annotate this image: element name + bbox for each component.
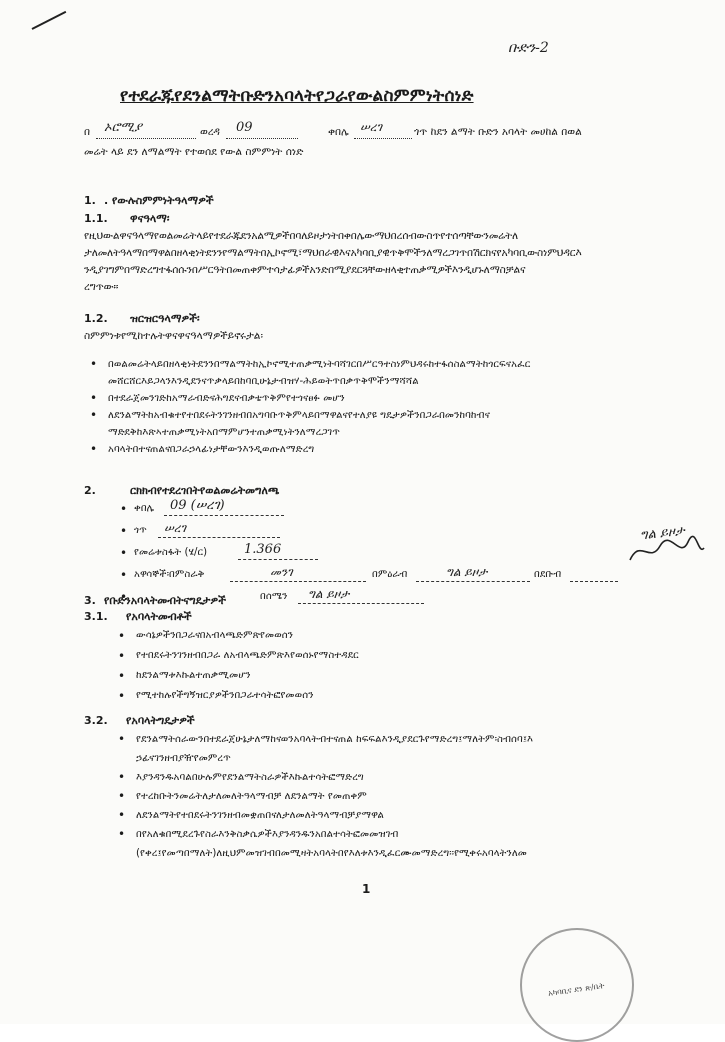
kebele-row-field <box>164 498 284 516</box>
east-handwritten: መንገ <box>270 565 293 579</box>
woreda-label: ወረዳ <box>200 126 220 138</box>
list-item: • አባላትበተናጠልናበጋራኃላፊነታቸውንእንዲወጡለማድረግ <box>84 441 654 458</box>
region-field <box>96 120 196 139</box>
document-title: የተደራጁየደንልማትቡድንአባላትየጋራየውልስምምነትሰነድ <box>120 86 474 106</box>
paragraph-line: ረግጥው። <box>84 281 119 293</box>
handwritten-page-label: ቡድን-2 <box>508 40 549 56</box>
section-3-number: 3. <box>84 594 96 607</box>
list-item: • የደንልማትሰራውንበተደራጀሁኔታለማከናወንአባላትብተናጠል ከፍፍልእንዲያደርጉየማድረግ፤ማለትም፡ስብሰባ፤እ <box>112 730 672 749</box>
got-row-field <box>158 523 280 538</box>
section-3-title: የቡድንአባላትመብትናግዴታዎች <box>104 594 226 607</box>
section-1-2-number: 1.2. <box>84 312 108 325</box>
section-3-1-title: የአባላትመብቶች <box>126 610 192 623</box>
south-label: • በሰሜን <box>260 591 288 602</box>
paragraph-line: ንዲያገግምበማድረግተፋሰሱንበሥርዓትበመጠቀምተሳታፊዎችአንድበሚያደርጓቸውዘላቂተጠቃሚዎችእንዲሆኑለማስቻልና <box>84 264 526 276</box>
stamp-text: አካባቢና ደን ጽ/ቤት <box>547 981 606 998</box>
boundaries-row <box>118 564 638 586</box>
area-row <box>118 542 638 564</box>
section-3-2-number: 3.2. <box>84 714 108 727</box>
corner-pen-mark <box>32 11 67 30</box>
section-1-2-title: ዝርዝርዓላማዎች፡ <box>130 312 200 325</box>
section-1-2-intro: ስምምነቱየሚከተሉትዋናዋናዓላማዎችይኖሩታል፡ <box>84 330 263 342</box>
section-1-1-title: ዋናዓላማ፡ <box>130 212 170 225</box>
objectives-list <box>84 356 654 458</box>
north-label: በደቡብ <box>534 569 562 580</box>
east-label: አዋሳኞች፡በምስራቅ <box>134 569 205 580</box>
woreda-handwritten: 09 <box>236 120 253 135</box>
list-item: • ለደንልማትከአብቁተየተበደሩትንገንዘብበአግባቡጥቅምላይበማዋልናየተለያዩ ግዴታዎችንበጋራበመንከባከብና <box>84 407 654 424</box>
region-handwritten: ኦሮሚያ <box>104 120 142 135</box>
south-handwritten: ግል ይዞታ <box>308 587 350 601</box>
rights-list <box>112 626 652 706</box>
west-field <box>416 567 530 582</box>
list-item: • ውሳኔዎችንበጋራናበአብላጫድምጽየመወሰን <box>112 626 652 646</box>
section-1-1-number: 1.1. <box>84 212 108 225</box>
kebele-field <box>354 120 412 139</box>
got-row <box>118 520 638 542</box>
list-item-continuation: (የቀረ፤የመጣበማለት)ለዚህምመዝገብበመሚዛትአባላትበየእለቱእንዲፈርሙመማድረግ፡፡የሚቀሩአባላትንለመ <box>136 848 528 859</box>
intro-line1-rest: ጎጥ ከደን ልማት ቡድን አባላት መሀከል በወል <box>414 126 582 138</box>
north-field <box>570 567 618 582</box>
list-item: • በወልመሬትላይበዘላቂነትደንንበማልማትከኢኮኖሚተጠቃሚነትባሻገርበሥርዓተስነምህዳሩከተፋሰስልማትከጎርፍናአፈር <box>84 356 654 373</box>
got-row-handwritten: ሠረገ <box>164 521 186 535</box>
kebele-row-handwritten: 09 (ሠረገ) <box>170 498 225 513</box>
south-field <box>298 589 424 604</box>
west-label: በምዕራብ <box>372 569 408 580</box>
intro-prefix: በ <box>84 126 91 138</box>
got-row-label: ጎጥ <box>134 525 147 536</box>
list-item: • እያንዳንዱአባልበሁሉምየደንልማትስራዎችእኩልተሳትፎማድረግ <box>112 768 672 787</box>
land-description-list <box>118 498 638 608</box>
paragraph-line: የዚህውልዋናዓላማየወልመሬትላይየተደራጁደንአልሚዎችበባለይዞታነትበቀበሌውማህበረሰብውስጥየተሰጣቸውንመሬትለ <box>84 230 519 242</box>
paragraph-line: ታለመለትዓላማበማዋልበዘላቂነትደንንየማልማትበኢኮኖሚ፣ማህበራዊእናአካባቢያዊጥቅሞችንለማረጋገጥበሽርክናየአካባቢውስነምህዳርእ <box>84 247 582 259</box>
list-item: • በየአለቁበሚደረጉየስራእንቅስቃሴዎችእያንዳንዱንአበልተሳትፎመመዝገብ <box>112 825 672 844</box>
west-handwritten: ግል ይዞታ <box>446 565 488 579</box>
section-1-number: 1. <box>84 194 96 207</box>
page-number: 1 <box>362 882 371 896</box>
kebele-label: ቀበሌ <box>328 126 349 138</box>
area-row-handwritten: 1.366 <box>244 542 282 557</box>
section-1-title: . የውሉስምምነትዓላማዎች <box>104 194 214 207</box>
list-item: • ከደንልማቱእኩልተጠቃሚመሆን <box>112 666 652 686</box>
signature-scribble <box>626 530 706 570</box>
section-2-title: ርክክብየተደረገበትየወልመሬትመግለጫ <box>130 484 280 497</box>
section-2-number: 2. <box>84 484 96 497</box>
section-3-2-title: የአባላትግዴታዎች <box>126 714 195 727</box>
duties-list <box>112 730 672 863</box>
area-row-field <box>238 542 318 560</box>
north-handwritten: ግል ይዞታ <box>639 523 686 544</box>
list-item: • የተበደሩትንገንዘብበጋራ ለአብላጫድምጽእየወሰኑየማስተዳደር <box>112 646 652 666</box>
list-item-continuation: ማድደቅከእጽኣተጠቃሚነትአበማምሆንተጠቃሚነትንለማረጋገጥ <box>108 427 340 438</box>
list-item: • የሚተከሉየችግኝዝርያዎችንበጋራተሳትፎየመወሰን <box>112 686 652 706</box>
list-item-continuation: መሸርሸርእይጋላንእንዲደንናጥቃላይበከባቢሁኔታብዝሃ-ሕይወትጥበቃጥቅሞችንማሻሻል <box>108 376 419 387</box>
list-item: • ለደንልማትየተበደሩትንገንዘብመቋጠበናለታለመለትዓላማብቻያማዋል <box>112 806 672 825</box>
list-item: • የተረከቡትንመሬትለታለመለትዓላማብቻ ለደንልማት የመጠቀም <box>112 787 672 806</box>
woreda-field <box>226 120 298 139</box>
kebele-handwritten: ሠረገ <box>360 120 382 134</box>
kebele-row-label: ቀበሌ <box>134 503 155 514</box>
list-item: • በተደራጀመንገድከአማራብድናሕግደናብቃቴጥቅምየተጎናፀፉ መሆን <box>84 390 654 407</box>
kebele-row <box>118 498 638 520</box>
east-field <box>230 567 366 582</box>
area-row-label: የመሬቱስፋት (ሄ/ር) <box>134 547 208 558</box>
section-1-1-paragraph <box>84 228 644 296</box>
list-item-continuation: ኃፊናገንዘብያዥየመምረጥ <box>136 753 231 764</box>
section-3-1-number: 3.1. <box>84 610 108 623</box>
intro-line2: መሬት ላይ ደን ለማልማት የተወሰደ የውል ስምምነት ሰነድ <box>84 146 304 158</box>
